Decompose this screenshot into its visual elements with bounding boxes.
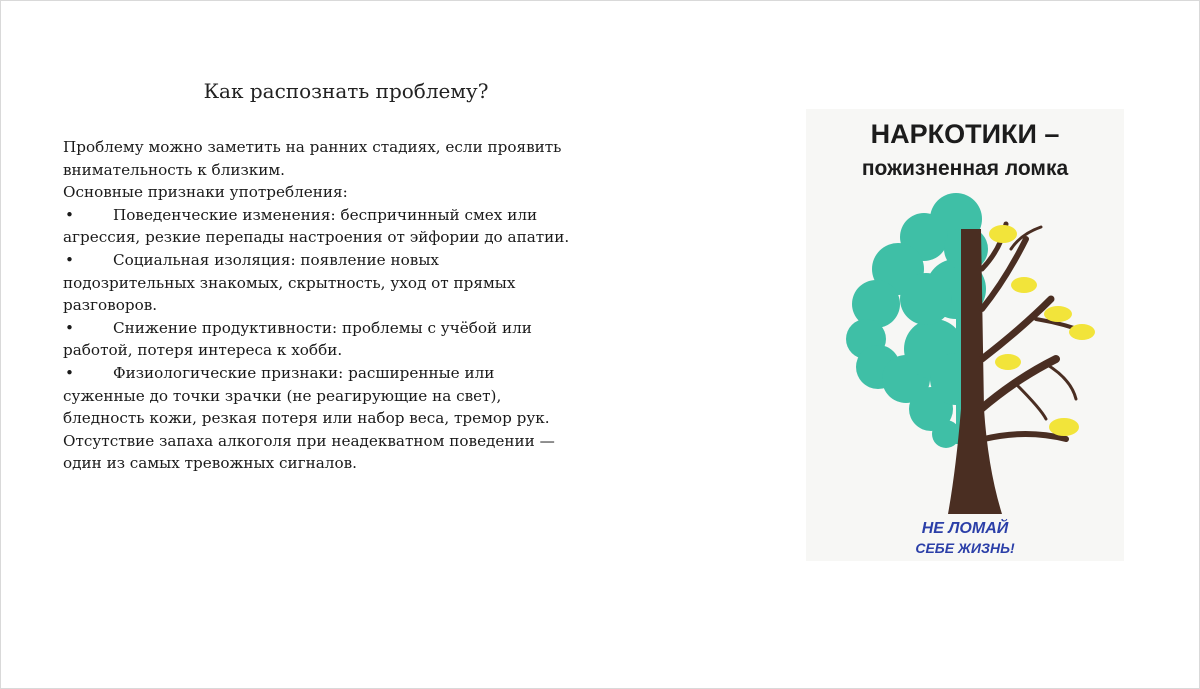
signs-heading: Основные признаки употребления: [63,183,348,202]
bullet-continuation: бледность кожи, резкая потеря или набор веса, тремор рук. [63,409,550,428]
bullet-behavior [63,204,643,227]
bullet-text: Социальная изоляция: появление новых [113,250,439,269]
closing-line-1: Отсутствие запаха алкоголя при неадекватном поведении — [63,431,555,450]
slide-title: Как распознать проблему? [203,79,489,103]
leaf-tag [995,354,1021,370]
bullet-text: Поведенческие изменения: беспричинный смех или [113,205,538,224]
leaf-tag [989,225,1017,243]
bullet-physiology [63,362,643,385]
slide-body [63,136,643,475]
leaf-tag [1044,306,1072,322]
leaf-tag [1011,277,1037,293]
bullet-text: Снижение продуктивности: проблемы с учёбой или [113,318,532,337]
bullet-marker: • [65,363,74,382]
poster-slogan-line-2: СЕБЕ ЖИЗНЬ! [915,540,1015,556]
poster-illustration [806,109,1124,561]
bullet-text: Физиологические признаки: расширенные или [113,363,495,382]
poster-slogan-line-1: НЕ ЛОМАЙ [921,520,1009,537]
closing-line-2: один из самых тревожных сигналов. [63,454,357,473]
bullet-continuation: разговоров. [63,296,158,315]
intro-line-1: Проблему можно заметить на ранних стадиях, если проявить [63,138,562,156]
bullet-marker: • [65,205,74,224]
bullet-continuation: работой, потеря интереса к хобби. [63,341,343,360]
bullet-continuation: агрессия, резкие перепады настроения от эйфории до апатии. [63,228,570,247]
poster-title: НАРКОТИКИ – [870,119,1060,149]
bullet-productivity [63,317,643,340]
bullet-marker: • [65,250,74,269]
leaf-tag [1069,324,1095,340]
bullet-continuation: подозрительных знакомых, скрытность, уход от прямых [63,273,516,292]
leaf-tags [989,225,1095,436]
tree-trunk [948,224,1091,514]
anti-drug-poster [806,109,1124,561]
bullet-continuation: суженные до точки зрачки (не реагирующие на свет), [63,386,502,405]
bullet-social [63,249,643,272]
bullet-marker: • [65,318,74,337]
intro-line-2: внимательность к близким. [63,160,286,179]
poster-subtitle: пожизненная ломка [861,157,1069,180]
leaf-tag [1049,418,1079,436]
